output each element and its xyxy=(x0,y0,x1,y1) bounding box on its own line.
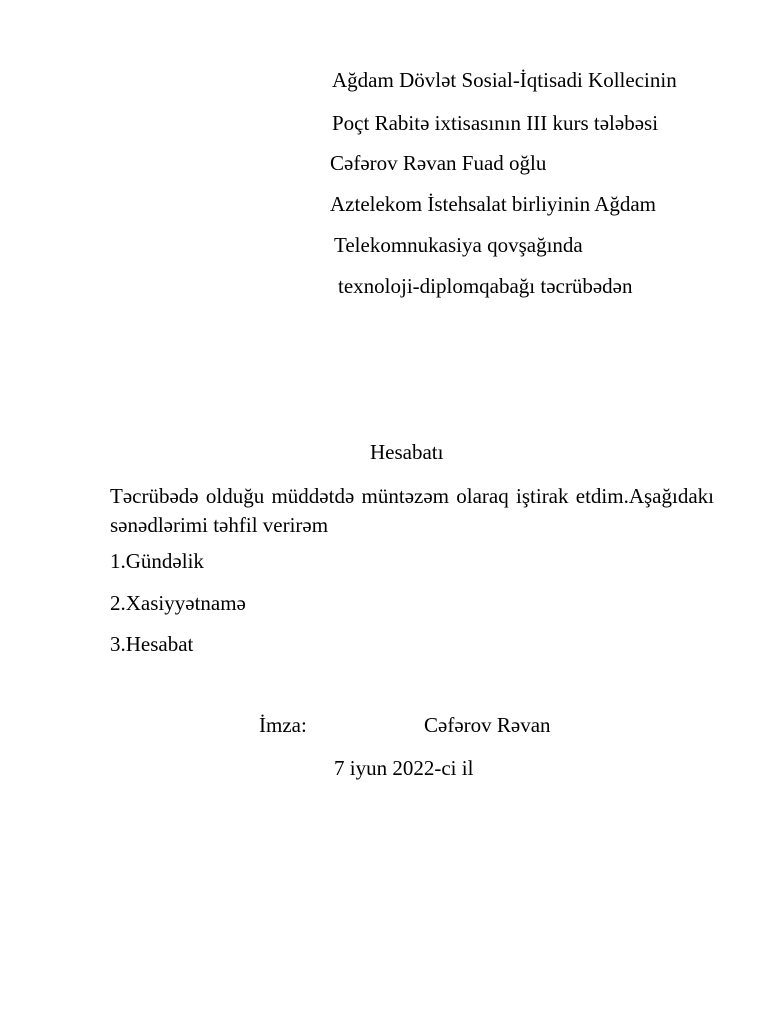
header-line-student-name: Cəfərov Rəvan Fuad oğlu xyxy=(330,151,547,175)
list-item: 2.Xasiyyətnamə xyxy=(110,591,246,615)
header-line-organization: Aztelekom İstehsalat birliyinin Ağdam xyxy=(330,192,657,216)
header-line-practice: texnoloji-diplomqabağı təcrübədən xyxy=(338,274,633,298)
list-item: 3.Hesabat xyxy=(110,632,194,656)
document-date: 7 iyun 2022-ci il xyxy=(334,756,474,780)
signature-name: Cəfərov Rəvan xyxy=(424,713,551,737)
list-item: 1.Gündəlik xyxy=(110,549,204,573)
header-line-node: Telekomnukasiya qovşağında xyxy=(334,233,583,257)
document-title: Hesabatı xyxy=(370,440,444,464)
body-paragraph: Təcrübədə olduğu müddətdə müntəzəm olaraq iştirak etdim.Aşağıdakı sənədlərimi təhfil verirəm xyxy=(110,484,714,537)
signature-label: İmza: xyxy=(259,713,307,737)
header-line-college: Ağdam Dövlət Sosial-İqtisadi Kollecinin xyxy=(332,68,677,92)
header-line-specialty: Poçt Rabitə ixtisasının III kurs tələbəsi xyxy=(332,111,659,135)
